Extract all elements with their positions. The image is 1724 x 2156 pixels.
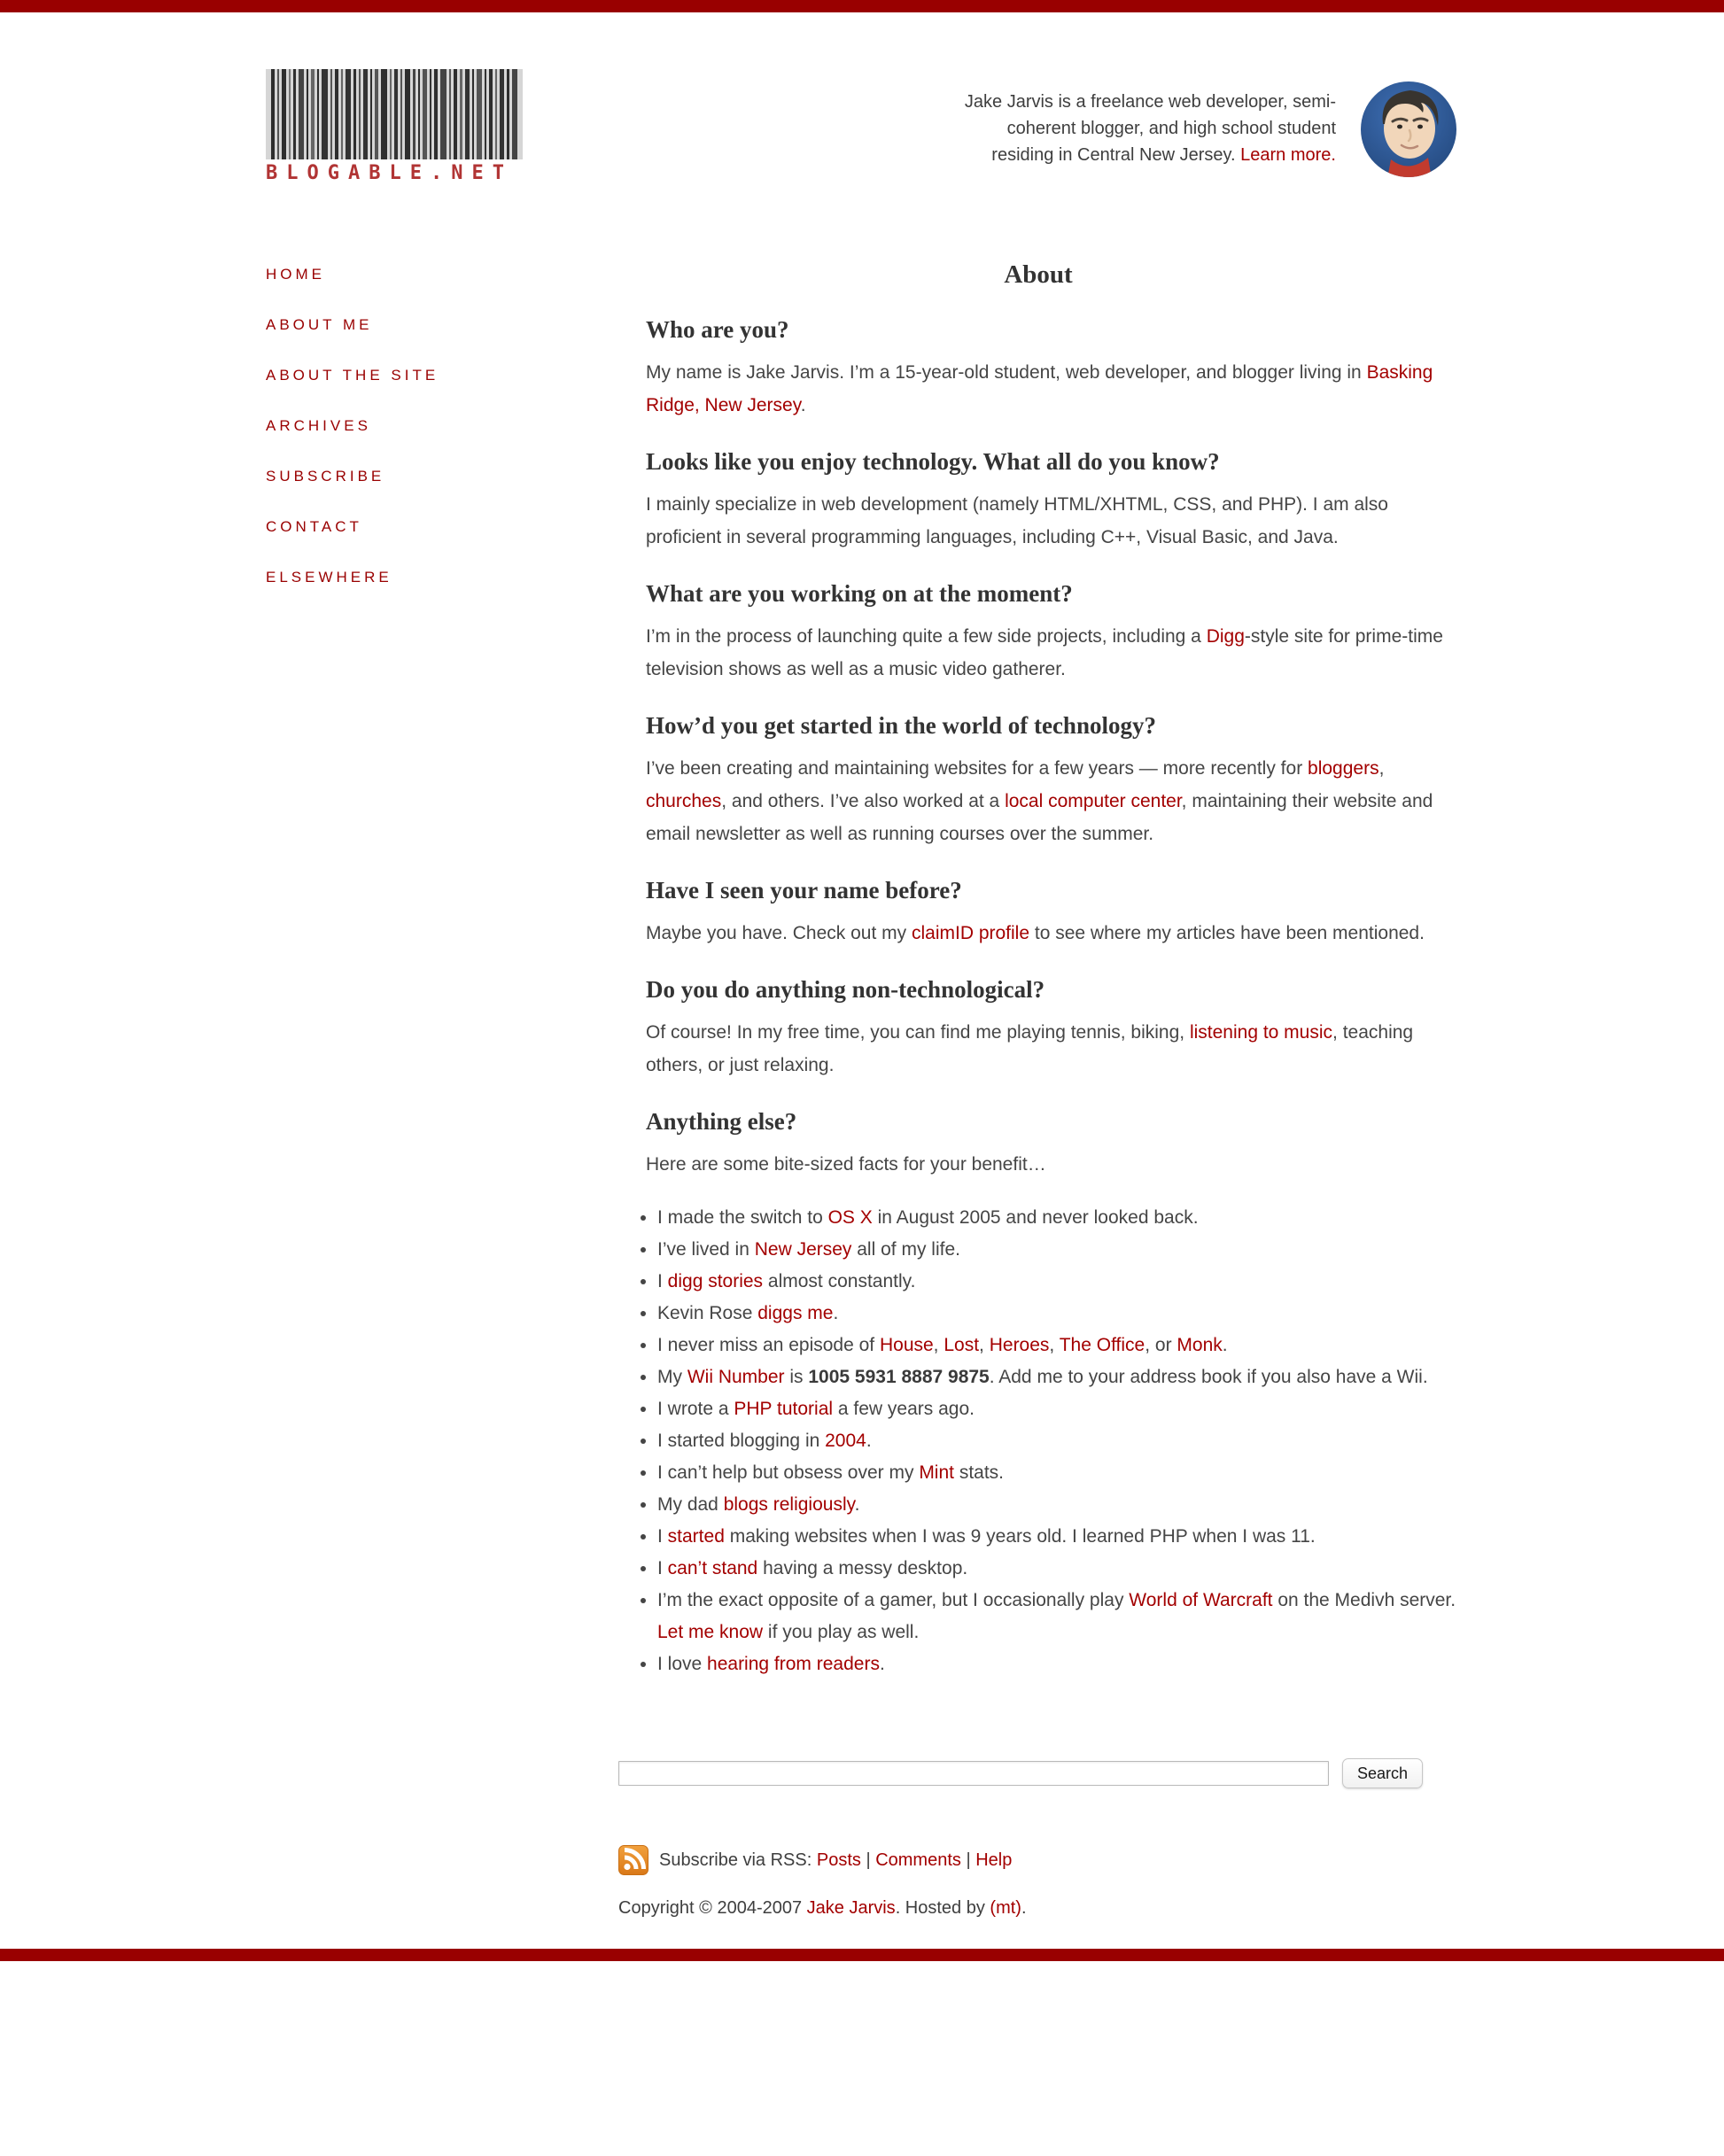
nav-list: [266, 266, 618, 619]
question-heading: Who are you?: [646, 316, 789, 343]
blogs-religiously-link[interactable]: blogs religiously: [723, 1494, 855, 1515]
answer-paragraph: [646, 620, 1458, 686]
started-link[interactable]: started: [667, 1526, 725, 1547]
main-column: [618, 260, 1458, 1919]
digg-stories-link[interactable]: digg stories: [667, 1271, 764, 1291]
answer-paragraph: [646, 752, 1458, 850]
text-span: ,: [979, 1335, 990, 1355]
nav-item: [266, 569, 618, 619]
diggs-me-link[interactable]: diggs me: [757, 1303, 834, 1323]
monk-link[interactable]: Monk: [1177, 1335, 1223, 1355]
header-intro-group: [965, 89, 1458, 179]
sidebar: [266, 260, 618, 1919]
text-span: all of my life.: [851, 1239, 960, 1260]
sidebar-item-about-me[interactable]: ABOUT ME: [266, 316, 373, 333]
fact-item: [657, 1489, 1458, 1521]
question-heading: What are you working on at the moment?: [646, 580, 1073, 607]
barcode-icon: [266, 69, 523, 159]
text-span: ,: [933, 1335, 944, 1355]
bottom-accent-bar: [0, 1949, 1724, 1961]
fact-item: [657, 1298, 1458, 1330]
fact-item: [657, 1202, 1458, 1234]
text-span: I’m the exact opposite of a gamer, but I occasionally play: [657, 1590, 1130, 1610]
fact-item: [657, 1234, 1458, 1266]
hearing-from-readers-link[interactable]: hearing from readers: [707, 1654, 880, 1674]
page-container: [266, 12, 1458, 1919]
text-span: Kevin Rose: [657, 1303, 758, 1323]
house-link[interactable]: House: [879, 1335, 934, 1355]
text-span: ,: [1378, 758, 1385, 779]
question-heading: Anything else?: [646, 1108, 797, 1135]
text-span: having a messy desktop.: [757, 1558, 968, 1578]
jake-jarvis-link[interactable]: Jake Jarvis: [806, 1898, 896, 1918]
claimid-profile-link[interactable]: claimID profile: [911, 923, 1030, 943]
text-span: I’ve lived in: [657, 1239, 755, 1260]
text-span: I: [657, 1558, 668, 1578]
text-span: , teaching others, or just relaxing.: [646, 1022, 1414, 1075]
site-title: BLOGABLE.NET: [266, 162, 513, 184]
text-span: stats.: [954, 1462, 1005, 1483]
text-span: My dad: [657, 1494, 724, 1515]
text-span: I mainly specialize in web development (namely HTML/XHTML, CSS, and PHP). I am also proficient in several programming languages, including C++, Visual Basic, and Java.: [646, 494, 1388, 547]
learn-more-link[interactable]: Learn more.: [1240, 145, 1336, 165]
fact-item: [657, 1266, 1458, 1298]
fact-item: [657, 1521, 1458, 1553]
answer-paragraph: [646, 917, 1458, 950]
fact-item: [657, 1425, 1458, 1457]
nav-item: [266, 367, 618, 417]
text-span: I can’t help but obsess over my: [657, 1462, 920, 1483]
header: [266, 12, 1458, 184]
churches-link[interactable]: churches: [646, 791, 722, 811]
text-span: .: [800, 395, 806, 415]
text-span: .: [879, 1654, 885, 1674]
wii-number-link[interactable]: Wii Number: [687, 1367, 785, 1387]
separator: |: [960, 1850, 976, 1870]
fact-item: [657, 1393, 1458, 1425]
lost-link[interactable]: Lost: [944, 1335, 980, 1355]
text-span: I love: [657, 1654, 708, 1674]
text-span: .: [854, 1494, 860, 1515]
world-of-warcraft-link[interactable]: World of Warcraft: [1129, 1590, 1273, 1610]
text-span: almost constantly.: [763, 1271, 916, 1291]
bold-text: 1005 5931 8887 9875: [808, 1367, 990, 1387]
text-span: , and others. I’ve also worked at a: [721, 791, 1006, 811]
os-x-link[interactable]: OS X: [827, 1207, 873, 1228]
facts-list: [646, 1202, 1458, 1680]
intro-blurb: [965, 89, 1336, 168]
rss-links: [817, 1850, 1013, 1870]
nav-item: [266, 316, 618, 367]
text-span: I wrote a: [657, 1399, 734, 1419]
answer-paragraph: [646, 356, 1458, 422]
comments-link[interactable]: Comments: [875, 1850, 961, 1870]
text-span: making websites when I was 9 years old. I learned PHP when I was 11.: [724, 1526, 1316, 1547]
text-span: I started blogging in: [657, 1431, 826, 1451]
text-span: ,: [1049, 1335, 1060, 1355]
sidebar-item-contact[interactable]: CONTACT: [266, 518, 362, 535]
text-span: I made the switch to: [657, 1207, 828, 1228]
fact-item: [657, 1361, 1458, 1393]
text-span: .: [1021, 1898, 1027, 1918]
listening-to-music-link[interactable]: listening to music: [1189, 1022, 1333, 1043]
fact-item: [657, 1457, 1458, 1489]
new-jersey-link[interactable]: New Jersey: [754, 1239, 852, 1260]
bloggers-link[interactable]: bloggers: [1308, 758, 1379, 779]
text-span: -style site for prime-time television shows as well as a music video gatherer.: [646, 626, 1443, 679]
php-tutorial-link[interactable]: PHP tutorial: [734, 1399, 834, 1419]
search-input[interactable]: [618, 1761, 1329, 1786]
fact-item: [657, 1553, 1458, 1585]
nav-item: [266, 518, 618, 569]
rss-label: Subscribe via RSS:: [659, 1850, 817, 1870]
text-span: Copyright © 2004-2007: [618, 1898, 807, 1918]
text-span: Here are some bite-sized facts for your benefit…: [646, 1154, 1046, 1175]
text-span: , or: [1145, 1335, 1177, 1355]
2004-link[interactable]: 2004: [825, 1431, 866, 1451]
mint-link[interactable]: Mint: [919, 1462, 954, 1483]
question-heading: How’d you get started in the world of technology?: [646, 712, 1156, 739]
text-span: Maybe you have. Check out my: [646, 923, 912, 943]
text-span: I never miss an episode of: [657, 1335, 880, 1355]
text-span: .: [833, 1303, 839, 1323]
top-accent-bar: [0, 0, 1724, 12]
sidebar-item-about-the-site[interactable]: ABOUT THE SITE: [266, 367, 439, 384]
the-office-link[interactable]: The Office: [1059, 1335, 1145, 1355]
text-span: if you play as well.: [763, 1622, 920, 1642]
let-me-know-link[interactable]: Let me know: [657, 1622, 764, 1642]
question-heading: Looks like you enjoy technology. What all do you know?: [646, 448, 1220, 475]
answer-paragraph: [646, 488, 1458, 554]
text-span: to see where my articles have been mentioned.: [1029, 923, 1425, 943]
content-columns: [266, 260, 1458, 1919]
text-span: Jake Jarvis is a freelance web developer, semi-: [964, 92, 1336, 112]
text-span: coherent blogger, and high school student: [1006, 119, 1336, 138]
text-span: . Hosted by: [895, 1898, 990, 1918]
local-computer-center-link[interactable]: local computer center: [1005, 791, 1182, 811]
text-span: My name is Jake Jarvis. I’m a 15-year-old student, web developer, and blogger living in: [646, 362, 1367, 383]
text-span: in August 2005 and never looked back.: [872, 1207, 1199, 1228]
digg-link[interactable]: Digg: [1206, 626, 1245, 647]
rss-row: [618, 1845, 1458, 1875]
text-span: I’ve been creating and maintaining websites for a few years — more recently for: [646, 758, 1309, 779]
rss-icon: [618, 1845, 648, 1875]
text-span: on the Medivh server.: [1272, 1590, 1456, 1610]
page-title: About: [1004, 260, 1073, 289]
text-span: a few years ago.: [833, 1399, 975, 1419]
qa-content: [618, 316, 1458, 1680]
text-span: is: [784, 1367, 809, 1387]
fact-item: [657, 1330, 1458, 1361]
nav-item: [266, 417, 618, 468]
text-span: .: [1222, 1335, 1228, 1355]
text-span: , maintaining their website and email newsletter as well as running courses over the summer.: [646, 791, 1433, 844]
nav-item: [266, 468, 618, 518]
question-heading: Do you do anything non-technological?: [646, 976, 1045, 1003]
nav-item: [266, 266, 618, 316]
text-span: residing in Central New Jersey.: [991, 145, 1241, 165]
posts-link[interactable]: Posts: [816, 1850, 861, 1870]
sidebar-item-subscribe[interactable]: SUBSCRIBE: [266, 468, 385, 485]
text-span: .: [866, 1431, 872, 1451]
text-span: Of course! In my free time, you can find me playing tennis, biking,: [646, 1022, 1190, 1043]
text-span: . Add me to your address book if you also have a Wii.: [989, 1367, 1428, 1387]
sidebar-item-elsewhere[interactable]: ELSEWHERE: [266, 569, 392, 586]
separator: |: [860, 1850, 876, 1870]
bottom-spacer: [0, 1919, 1724, 1949]
can-t-stand-link[interactable]: can’t stand: [667, 1558, 758, 1578]
jake-avatar-icon: [1359, 80, 1458, 179]
basking-ridge-new-jersey-link[interactable]: Basking Ridge, New Jersey: [646, 362, 1433, 415]
fact-item: [657, 1585, 1458, 1648]
copyright: [618, 1898, 1458, 1919]
search-row: [618, 1758, 1458, 1788]
avatar: [1359, 89, 1458, 179]
text-span: I’m in the process of launching quite a few side projects, including a: [646, 626, 1207, 647]
help-link[interactable]: Help: [975, 1850, 1013, 1870]
search-button[interactable]: Search: [1342, 1758, 1423, 1788]
mt-link[interactable]: (mt): [990, 1898, 1021, 1918]
sidebar-item-archives[interactable]: ARCHIVES: [266, 417, 371, 434]
question-heading: Have I seen your name before?: [646, 877, 962, 904]
logo-link[interactable]: [266, 69, 523, 184]
text-span: I: [657, 1526, 668, 1547]
rss-label-group: [659, 1850, 1012, 1871]
answer-paragraph: [646, 1016, 1458, 1082]
answer-paragraph: [646, 1148, 1458, 1181]
fact-item: [657, 1648, 1458, 1680]
sidebar-item-home[interactable]: HOME: [266, 266, 325, 283]
heroes-link[interactable]: Heroes: [989, 1335, 1050, 1355]
text-span: My: [657, 1367, 687, 1387]
text-span: I: [657, 1271, 668, 1291]
